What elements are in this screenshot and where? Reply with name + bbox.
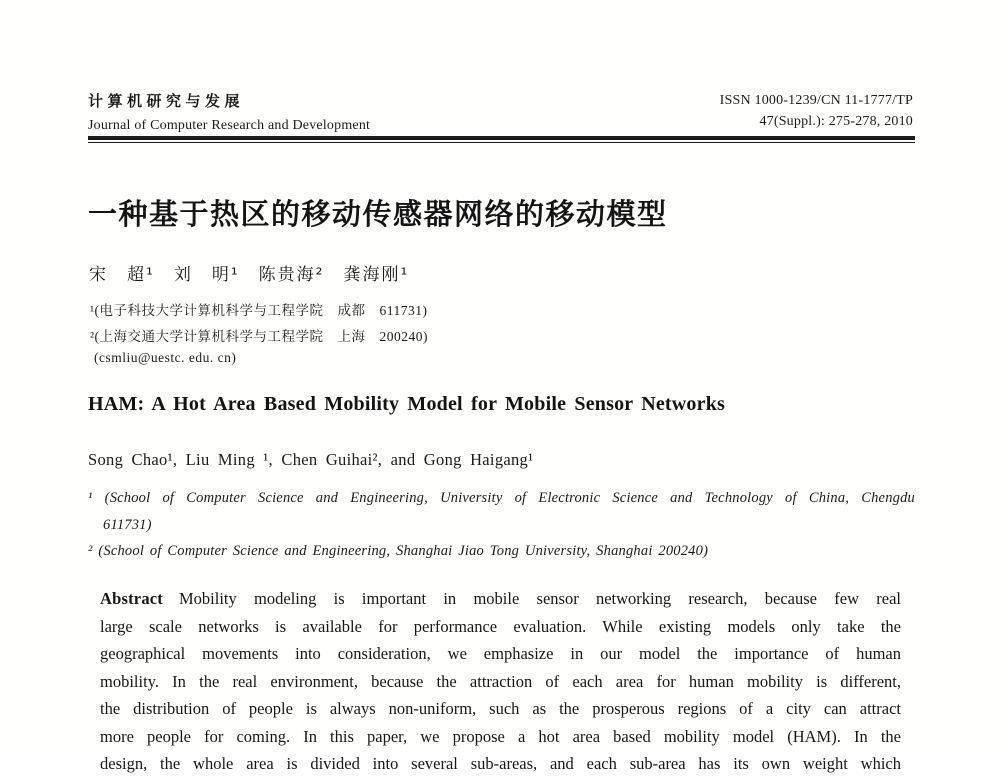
authors-cn: 宋 超¹ 刘 明¹ 陈贵海² 龚海刚¹ xyxy=(89,265,410,285)
affiliation-en-1-line2: 611731) xyxy=(103,516,152,533)
contact-email: (csmliu@uestc. edu. cn) xyxy=(94,350,237,365)
paper-title-cn: 一种基于热区的移动传感器网络的移动模型 xyxy=(88,197,668,231)
abstract-line: design, the whole area is divided into several sub-areas, and each sub-area has its own weight which xyxy=(100,754,901,773)
abstract-line: more people for coming. In this paper, we propose a hot area based mobility model (HAM). In the xyxy=(100,726,901,746)
issue-line: 47(Suppl.): 275-278, 2010 xyxy=(759,114,913,129)
paper-title-en: HAM: A Hot Area Based Mobility Model for Mobile Sensor Networks xyxy=(88,393,726,415)
abstract-line: the distribution of people is always non-uniform, such as the prosperous regions of a city can attract xyxy=(100,699,901,718)
affiliations-en xyxy=(88,485,915,565)
abstract-line: geographical movements into consideration, we emphasize in our model the importance of human xyxy=(100,644,901,663)
header-rule-thin xyxy=(88,142,915,144)
abstract-first-line-text: Mobility modeling is important in mobile sensor networking research, because few real xyxy=(179,589,901,608)
journal-name-cn: 计算机研究与发展 xyxy=(88,92,245,110)
issn-line: ISSN 1000-1239/CN 11-1777/TP xyxy=(719,93,913,108)
journal-header-right xyxy=(720,90,913,132)
abstract-section xyxy=(100,585,901,778)
journal-name-en: Journal of Computer Research and Development xyxy=(88,118,371,133)
affiliation-en-1-line1: ¹ (School of Computer Science and Engineering, University of Electronic Science and Technology of China, Chengdu xyxy=(88,490,915,506)
abstract-line: large scale networks is available for performance evaluation. While existing models only take the xyxy=(100,616,901,636)
abstract-line: mobility. In the real environment, because the attraction of each area for human mobility is different, xyxy=(100,671,901,691)
abstract-label: Abstract xyxy=(100,589,163,608)
header-rule xyxy=(88,136,915,143)
affiliation-en-2: ² (School of Computer Science and Engineering, Shanghai Jiao Tong University, Shanghai 200240) xyxy=(88,543,709,559)
affiliation-cn-2: ²(上海交通大学计算机科学与工程学院 上海 200240) xyxy=(90,329,429,344)
abstract-line-first xyxy=(100,585,901,613)
abstract-lines xyxy=(100,613,901,778)
journal-header-left xyxy=(88,90,370,134)
affiliation-cn-1: ¹(电子科技大学计算机科学与工程学院 成都 611731) xyxy=(90,303,428,318)
header-rule-thick xyxy=(88,136,915,140)
authors-en: Song Chao¹, Liu Ming ¹, Chen Guihai², and Gong Haigang¹ xyxy=(88,450,534,469)
